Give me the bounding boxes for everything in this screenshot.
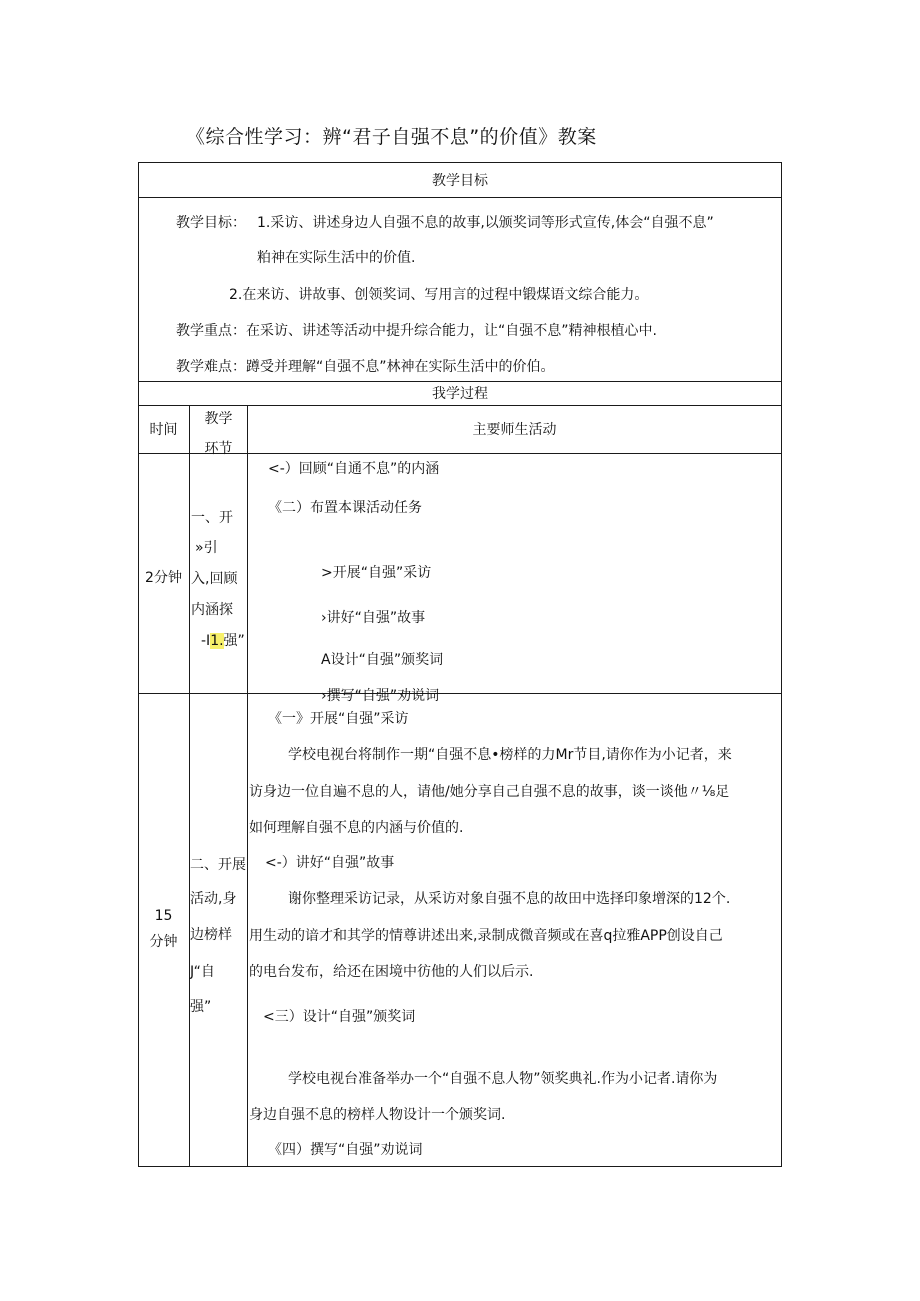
column-header-stage-line1: 教学 <box>204 411 233 427</box>
row1-activity-2: 《二）布置本课活动任务 <box>268 500 422 516</box>
row1-task-2: ›讲好“自强”故事 <box>321 610 426 626</box>
difficulty: 教学难点：蹲受并理解“自强不息”林神在实际生活中的价伯。 <box>176 359 555 375</box>
row2-activity-heading-1: 《一》开展“自强”采访 <box>268 711 409 727</box>
row1-stage-line4: 内涵探 <box>191 602 233 618</box>
row2-para1-line1: 学校电视台将制作一期“自强不息•榜样的力Mr节目,请你作为小记者，来 <box>288 747 732 763</box>
time-column-divider <box>189 405 190 1167</box>
row1-stage-line2: »引 <box>195 540 218 556</box>
row1-stage-line5 <box>201 631 245 651</box>
row1-stage-line3: 入,回顾 <box>191 571 238 587</box>
process-header: 我学过程 <box>432 386 488 402</box>
goal-label: 教学目标： <box>176 215 246 231</box>
column-header-stage <box>190 406 247 457</box>
row2-stage-line2: 活动,身 <box>190 891 237 907</box>
table-border-top <box>138 162 782 163</box>
row1-task-1: >开展“自强”采访 <box>321 565 432 581</box>
row1-activities <box>248 454 781 704</box>
row1-task-3: A设计“自强”颁奖词 <box>321 652 444 668</box>
row2-para2-line1: 谢你整理采访记录，从采访对象自强不息的故田中选择印象增深的12个. <box>288 891 731 907</box>
goal-1-line2: 粕神在实际生活中的价值. <box>257 250 416 266</box>
row2-para3-line1: 学校电视台准备举办一个“自强不息人物”领奖典礼.作为小记者.请你为 <box>288 1071 718 1087</box>
row1-activity-1: <-）回顾“自通不息”的内涵 <box>268 461 440 477</box>
goal-2: 2.在来访、讲故事、创领奖词、写用言的过程中锻煤语文综合能力。 <box>229 287 649 303</box>
row2-stage-line5: 强” <box>190 999 212 1015</box>
row1-stage-line5-b: 强” <box>223 633 245 649</box>
goal-1-line1: 1.采访、讲述身边人自强不息的故事,以颁奖词等形式宣传,体会“自强不息” <box>257 215 714 231</box>
row2-para1-line2: 访身边一位自遍不息的人，请他/她分享自己自强不息的故事，谈一谈他〃⅛足 <box>249 784 730 800</box>
row2-para2-line3: 的电台发布，给还在困境中彷他的人们以后示. <box>249 964 534 980</box>
row2-time-line2: 分钟 <box>149 934 178 950</box>
row2-activity-heading-4: 《四）撰写“自强”劝说词 <box>268 1142 423 1158</box>
table-border-bottom <box>138 1166 782 1167</box>
row1-stage-line1: 一、开 <box>191 510 233 526</box>
row1-task-4: ›撰写“自强”劝说词 <box>321 688 440 704</box>
row-divider <box>138 693 782 694</box>
row2-stage-line4: J“自 <box>190 964 215 980</box>
row2-activity-heading-2: <-）讲好“自强”故事 <box>265 855 395 871</box>
row2-activity-heading-3: <三）设计“自强”颁奖词 <box>263 1009 416 1025</box>
highlighted-text: 1. <box>210 633 224 649</box>
objectives-bottom-divider <box>138 381 782 382</box>
key-point: 教学重点：在采访、讲述等活动中提升综合能力，让“自强不息”精神根植心中. <box>176 323 657 339</box>
table-border-left <box>138 162 139 1167</box>
document-title: 《综合性学习：辨“君子自强不息”的价值》教案 <box>186 126 597 148</box>
row2-stage-line3: 边榜样 <box>190 927 232 943</box>
table-border-right <box>781 162 782 1167</box>
row2-para3-line2: 身边自强不息的榜样人物设计一个颁奖词. <box>249 1107 506 1123</box>
row2-time-line1: 15 <box>154 908 173 924</box>
row2-para1-line3: 如何理解自强不息的内涵与价值的. <box>249 820 464 836</box>
column-header-time: 时间 <box>149 422 178 438</box>
column-header-stage-line2: 环节 <box>204 441 233 457</box>
row2-para2-line2: 用生动的谙才和其学的情尊讲述出来,录制成微音频或在喜q拉雅APP创设自己 <box>249 928 723 944</box>
objectives-header: 教学目标 <box>432 173 488 189</box>
column-header-activity: 主要师生活动 <box>472 422 557 438</box>
row2-stage-line1: 二、开展 <box>190 857 246 873</box>
objectives-header-divider <box>138 197 782 198</box>
row1-time: 2分钟 <box>145 570 182 586</box>
row1-stage-line5-a: -I <box>201 633 211 649</box>
